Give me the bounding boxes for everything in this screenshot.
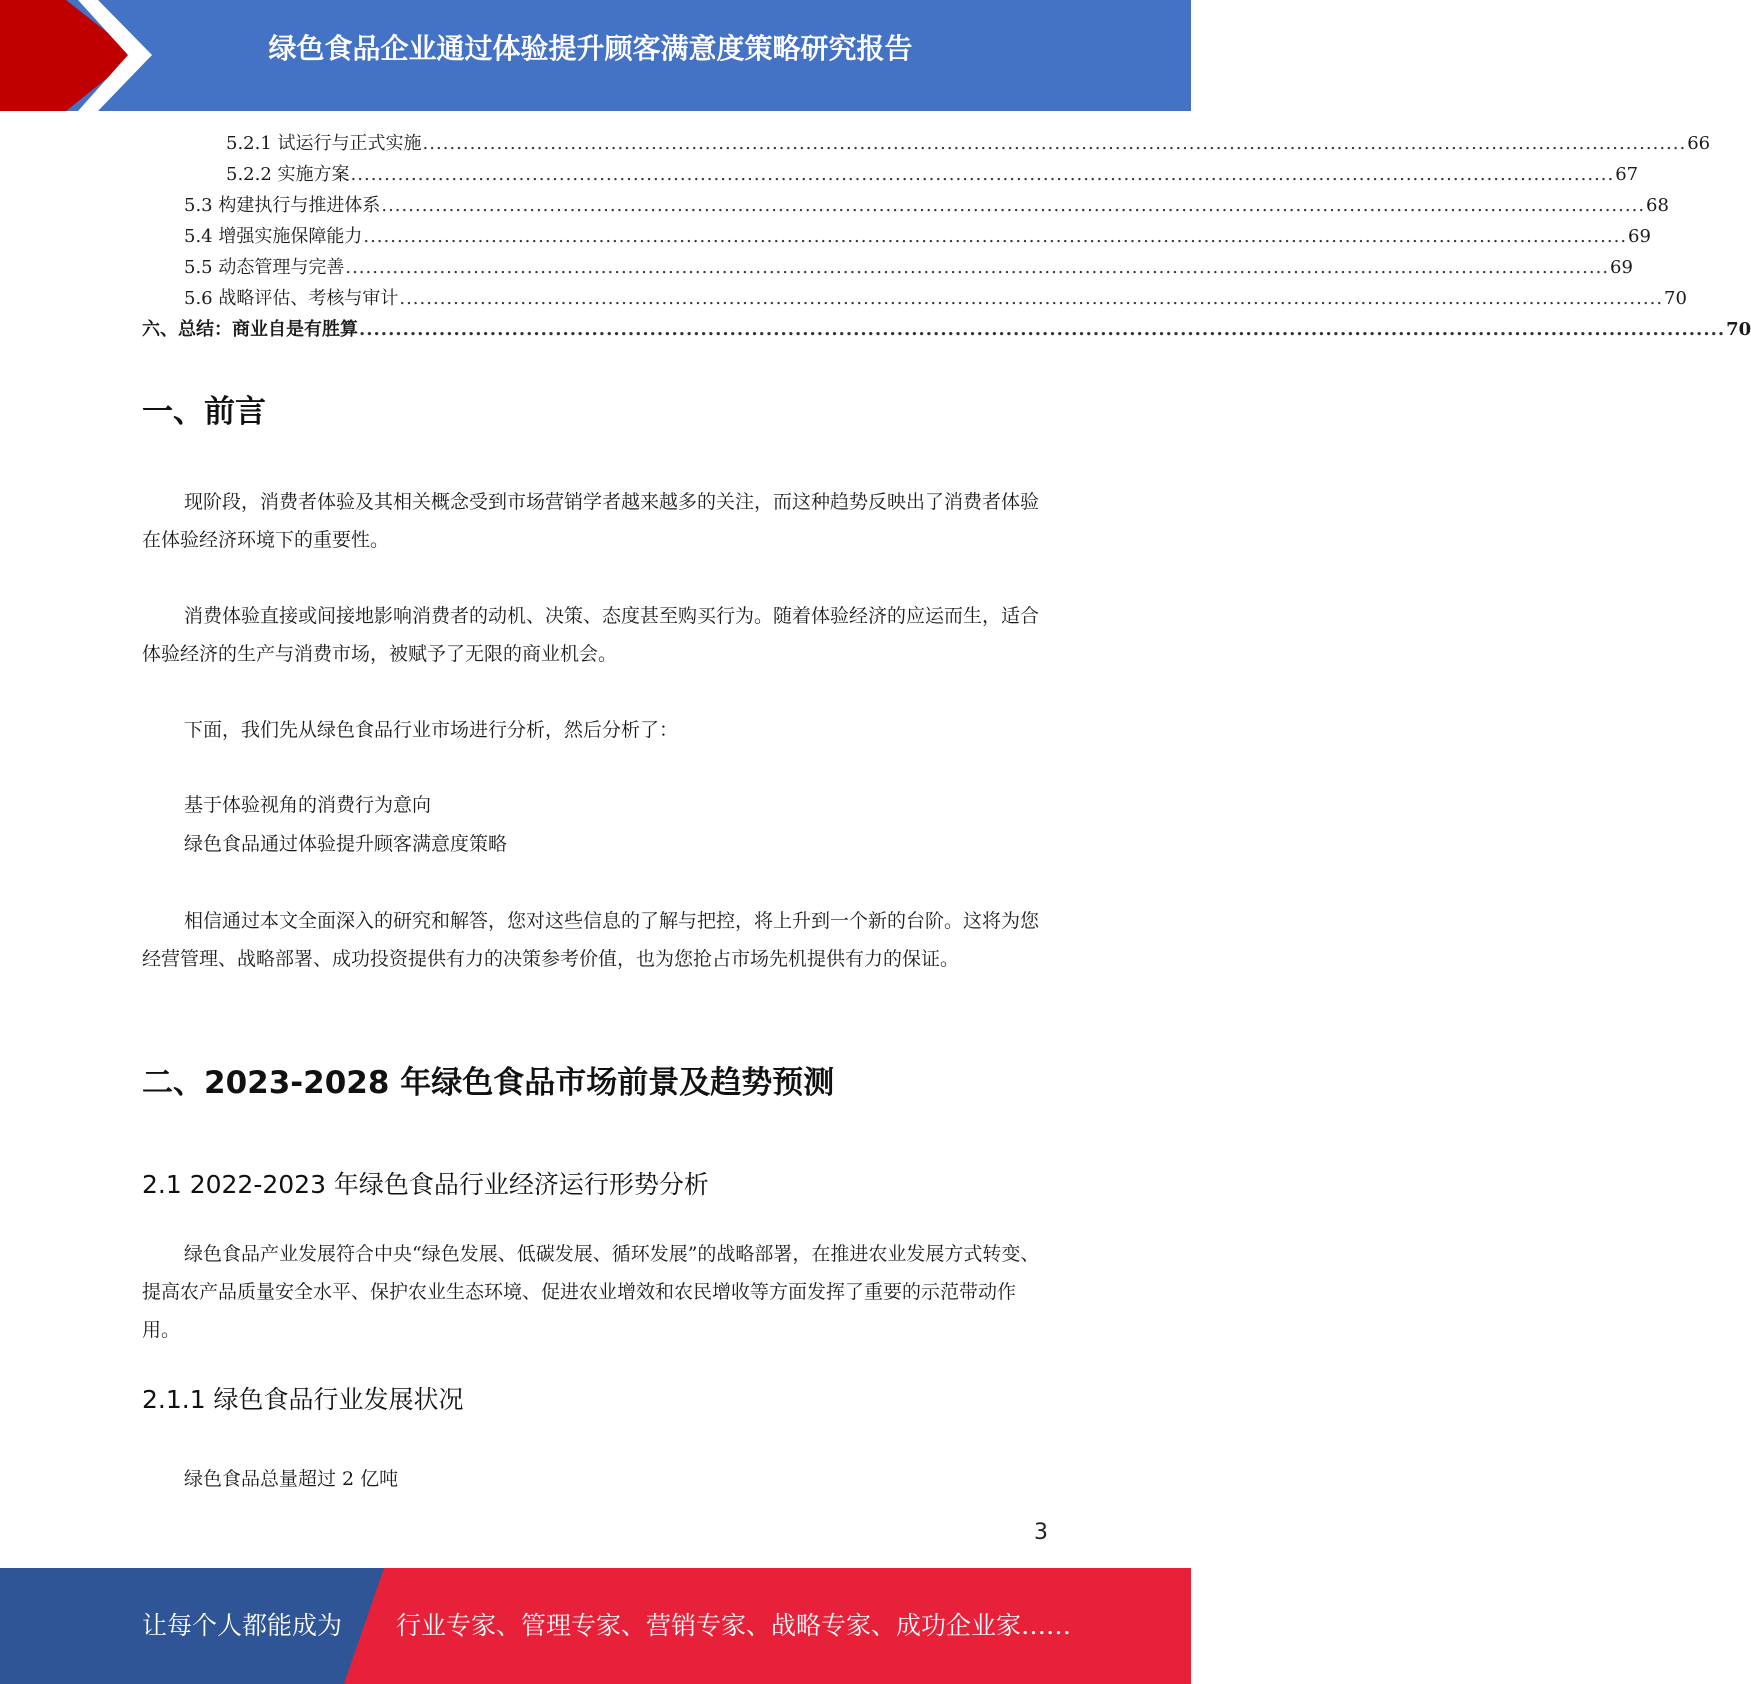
toc-entry-page: 70 bbox=[1726, 319, 1751, 340]
toc-leader-dots: ............................................................................................................................................................................................ bbox=[350, 164, 1615, 185]
subsection-heading: 2.1.1 绿色食品行业发展状况 bbox=[142, 1385, 464, 1414]
paragraph-line: 绿色食品总量超过 2 亿吨 bbox=[184, 1468, 399, 1490]
paragraph: 相信通过本文全面深入的研究和解答，您对这些信息的了解与把控，将上升到一个新的台阶。这将为您经营管理、战略部署、成功投资提供有力的决策参考价值，也为您抢占市场先机提供有力的保证。 bbox=[142, 910, 1040, 970]
page-header bbox=[0, 0, 1191, 111]
toc-entry-label: 5.3 构建执行与推进体系 bbox=[184, 195, 381, 216]
footer-slogan-right: 行业专家、管理专家、营销专家、战略专家、成功企业家…… bbox=[396, 1611, 1072, 1640]
list-item: 基于体验视角的消费行为意向 bbox=[184, 794, 432, 816]
toc-entry-page: 66 bbox=[1687, 133, 1711, 154]
toc-entry[interactable] bbox=[142, 190, 1669, 221]
toc-entry[interactable] bbox=[142, 314, 1751, 345]
footer-slogan-left: 让每个人都能成为 bbox=[142, 1611, 343, 1640]
paragraph: 消费体验直接或间接地影响消费者的动机、决策、态度甚至购买行为。随着体验经济的应运而生，适合体验经济的生产与消费市场，被赋予了无限的商业机会。 bbox=[142, 605, 1040, 665]
toc-entry-label: 5.4 增强实施保障能力 bbox=[184, 226, 363, 247]
toc-leader-dots: ............................................................................................................................................................................................ bbox=[422, 133, 1687, 154]
toc-leader-dots: ............................................................................................................................................................................................ bbox=[363, 226, 1628, 247]
toc-entry[interactable] bbox=[142, 221, 1651, 252]
header-title: 绿色食品企业通过体验提升顾客满意度策略研究报告 bbox=[268, 32, 913, 65]
section-heading-preface: 一、前言 bbox=[142, 394, 266, 430]
toc-entry-page: 68 bbox=[1646, 195, 1669, 216]
toc-entry-label: 5.2.2 实施方案 bbox=[226, 164, 350, 185]
toc-entry-page: 70 bbox=[1664, 288, 1687, 309]
paragraph: 绿色食品产业发展符合中央“绿色发展、低碳发展、循环发展”的战略部署，在推进农业发展方式转变、提高农产品质量安全水平、保护农业生态环境、促进农业增效和农民增收等方面发挥了重要的示范带动作用。 bbox=[142, 1243, 1040, 1341]
toc-entry[interactable] bbox=[142, 128, 1711, 159]
toc-entry-page: 69 bbox=[1610, 257, 1633, 278]
paragraph: 下面，我们先从绿色食品行业市场进行分析，然后分析了： bbox=[184, 719, 679, 741]
header-red-arrow bbox=[0, 0, 136, 111]
subsection-heading: 2.1 2022-2023 年绿色食品行业经济运行形势分析 bbox=[142, 1170, 709, 1199]
list-item: 绿色食品通过体验提升顾客满意度策略 bbox=[184, 833, 508, 855]
toc-entry-label: 5.5 动态管理与完善 bbox=[184, 257, 345, 278]
toc-leader-dots: ............................................................................................................................................................................................ bbox=[399, 288, 1664, 309]
page-footer bbox=[0, 1568, 1191, 1684]
toc-entry[interactable] bbox=[142, 283, 1687, 314]
toc-entry-page: 69 bbox=[1628, 226, 1651, 247]
page-number: 3 bbox=[1034, 1520, 1048, 1545]
toc-entry-label: 六、总结：商业自是有胜算 bbox=[142, 319, 358, 340]
toc-leader-dots: ............................................................................................................................................................................................ bbox=[345, 257, 1610, 278]
toc-leader-dots: ............................................................................................................................................................................................ bbox=[359, 319, 1726, 340]
toc-entry-page: 67 bbox=[1615, 164, 1639, 185]
toc-entry[interactable] bbox=[142, 252, 1633, 283]
toc-leader-dots: ............................................................................................................................................................................................ bbox=[381, 195, 1646, 216]
paragraph: 现阶段，消费者体验及其相关概念受到市场营销学者越来越多的关注，而这种趋势反映出了消费者体验在体验经济环境下的重要性。 bbox=[142, 491, 1040, 551]
section-heading-market-outlook: 二、2023-2028 年绿色食品市场前景及趋势预测 bbox=[142, 1065, 835, 1101]
toc-entry[interactable] bbox=[142, 159, 1639, 190]
toc-entry-label: 5.2.1 试运行与正式实施 bbox=[226, 133, 422, 154]
table-of-contents bbox=[142, 128, 1751, 345]
toc-entry-label: 5.6 战略评估、考核与审计 bbox=[184, 288, 399, 309]
